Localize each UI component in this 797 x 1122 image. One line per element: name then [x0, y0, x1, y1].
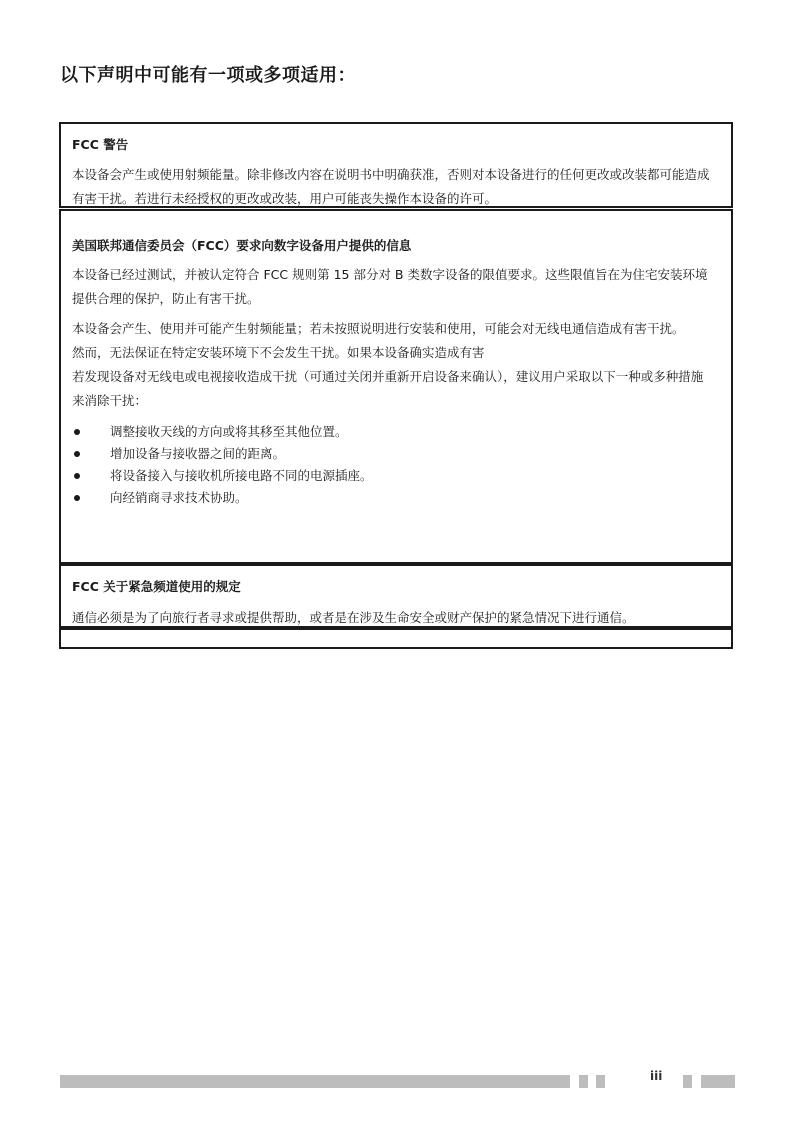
footer-bar-block	[596, 1075, 605, 1088]
bullet-icon	[74, 429, 80, 435]
page-heading: 以下声明中可能有一项或多项适用：	[60, 65, 356, 86]
list-item-text: 调整接收天线的方向或将其移至其他位置。	[110, 424, 348, 439]
list-item	[72, 487, 712, 509]
empty-box	[59, 628, 733, 649]
list-item-text: 将设备接入与接收机所接电路不同的电源插座。	[110, 468, 373, 483]
fcc-digital-device-title: 美国联邦通信委员会（FCC）要求向数字设备用户提供的信息	[72, 238, 412, 253]
page-number: iii	[650, 1069, 663, 1083]
list-item-text: 向经销商寻求技术协助。	[110, 490, 248, 505]
fcc-warning-box	[59, 122, 733, 208]
fcc-emergency-channel-box	[59, 564, 733, 628]
fcc-digital-device-box	[59, 209, 733, 564]
fcc-emergency-text: 通信必须是为了向旅行者寻求或提供帮助，或者是在涉及生命安全或财产保护的紧急情况下进行通信。	[72, 610, 635, 625]
fcc-digital-para-4: 若发现设备对无线电或电视接收造成干扰（可通过关闭并重新开启设备来确认），建议用户采取以下一种或多种措施来消除干扰：	[72, 369, 704, 408]
bullet-icon	[74, 473, 80, 479]
footer-bar-block	[683, 1075, 692, 1088]
list-item-text: 增加设备与接收器之间的距离。	[110, 446, 286, 461]
bullet-icon	[74, 451, 80, 457]
fcc-digital-para-1: 本设备已经过测试，并被认定符合 FCC 规则第 15 部分对 B 类数字设备的限值要求。这些限值旨在为住宅安装环境提供合理的保护，防止有害干扰。	[72, 267, 708, 306]
footer-bar-block	[579, 1075, 588, 1088]
bullet-icon	[74, 495, 80, 501]
fcc-digital-para-2: 本设备会产生、使用并可能产生射频能量；若未按照说明进行安装和使用，可能会对无线电通信造成有害干扰。	[72, 321, 685, 336]
footer-bar-end	[701, 1075, 735, 1088]
list-item	[72, 421, 712, 443]
list-item	[72, 443, 712, 465]
interference-measures-list	[72, 421, 712, 509]
fcc-emergency-title: FCC 关于紧急频道使用的规定	[72, 579, 241, 594]
list-item	[72, 465, 712, 487]
fcc-warning-text: 本设备会产生或使用射频能量。除非修改内容在说明书中明确获准，否则对本设备进行的任何更改或改装都可能造成有害干扰。若进行未经授权的更改或改装，用户可能丧失操作本设备的许可。	[72, 167, 710, 206]
footer-bar-long	[60, 1075, 570, 1088]
fcc-warning-title: FCC 警告	[72, 137, 129, 152]
fcc-digital-para-3: 然而，无法保证在特定安装环境下不会发生干扰。如果本设备确实造成有害	[72, 345, 485, 360]
